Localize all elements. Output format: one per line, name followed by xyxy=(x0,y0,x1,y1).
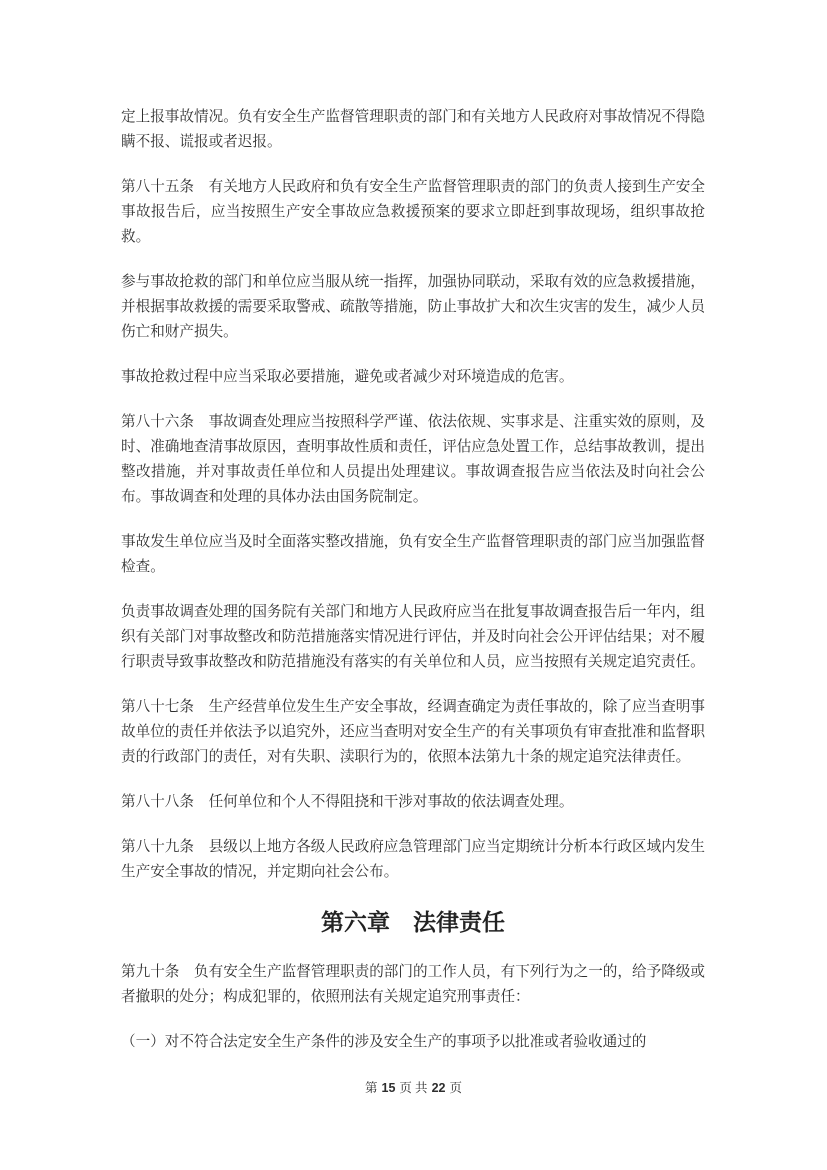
para-article-90: 第九十条 负有安全生产监督管理职责的部门的工作人员，有下列行为之一的，给予降级或者撤职的处分；构成犯罪的，依照刑法有关规定追究刑事责任： xyxy=(121,964,705,1005)
para-article-86-clause-3: 负责事故调查处理的国务院有关部门和地方人民政府应当在批复事故调查报告后一年内，组织有关部门对事故整改和防范措施落实情况进行评估，并及时向社会公开评估结果；对不履行职责导致事故整改和防范措施没有落实的有关单位和人员，应当按照有关规定追究责任。 xyxy=(121,604,705,670)
para-article-85-clause-2: 参与事故抢救的部门和单位应当服从统一指挥，加强协同联动，采取有效的应急救援措施，并根据事故救援的需要采取警戒、疏散等措施，防止事故扩大和次生灾害的发生，减少人员伤亡和财产损失。 xyxy=(121,274,705,340)
footer-middle: 页 共 xyxy=(399,1081,428,1095)
para-article-86-clause-2: 事故发生单位应当及时全面落实整改措施，负有安全生产监督管理职责的部门应当加强监督检查。 xyxy=(121,534,705,575)
para-article-85: 第八十五条 有关地方人民政府和负有安全生产监督管理职责的部门的负责人接到生产安全事故报告后，应当按照生产安全事故应急救援预案的要求立即赶到事故现场，组织事故抢救。 xyxy=(121,179,705,245)
para-article-90-item-1: （一）对不符合法定安全生产条件的涉及安全生产的事项予以批准或者验收通过的 xyxy=(121,1034,647,1050)
para-article-88: 第八十八条 任何单位和个人不得阻挠和干涉对事故的依法调查处理。 xyxy=(121,794,574,810)
para-article-84-continuation: 定上报事故情况。负有安全生产监督管理职责的部门和有关地方人民政府对事故情况不得隐瞒不报、谎报或者迟报。 xyxy=(121,109,705,150)
footer-prefix: 第 xyxy=(365,1081,378,1095)
chapter-6-heading: 第六章 法律责任 xyxy=(321,909,505,935)
footer-current-page: 15 xyxy=(381,1081,396,1095)
page-footer xyxy=(0,1080,827,1097)
para-article-86: 第八十六条 事故调查处理应当按照科学严谨、依法依规、实事求是、注重实效的原则，及时、准确地查清事故原因，查明事故性质和责任，评估应急处置工作，总结事故教训，提出整改措施，并对事故责任单位和人员提出处理建议。事故调查报告应当依法及时向社会公布。事故调查和处理的具体办法由国务院制定。 xyxy=(121,414,705,505)
para-article-87: 第八十七条 生产经营单位发生生产安全事故，经调查确定为责任事故的，除了应当查明事故单位的责任并依法予以追究外，还应当查明对安全生产的有关事项负有审查批准和监督职责的行政部门的责任，对有失职、渎职行为的，依照本法第九十条的规定追究法律责任。 xyxy=(121,699,705,765)
para-article-89: 第八十九条 县级以上地方各级人民政府应急管理部门应当定期统计分析本行政区域内发生生产安全事故的情况，并定期向社会公布。 xyxy=(121,839,705,880)
document-body xyxy=(121,105,705,1075)
footer-suffix: 页 xyxy=(449,1081,462,1095)
para-article-85-clause-3: 事故抢救过程中应当采取必要措施，避免或者减少对环境造成的危害。 xyxy=(121,369,574,385)
footer-total-pages: 22 xyxy=(431,1081,446,1095)
